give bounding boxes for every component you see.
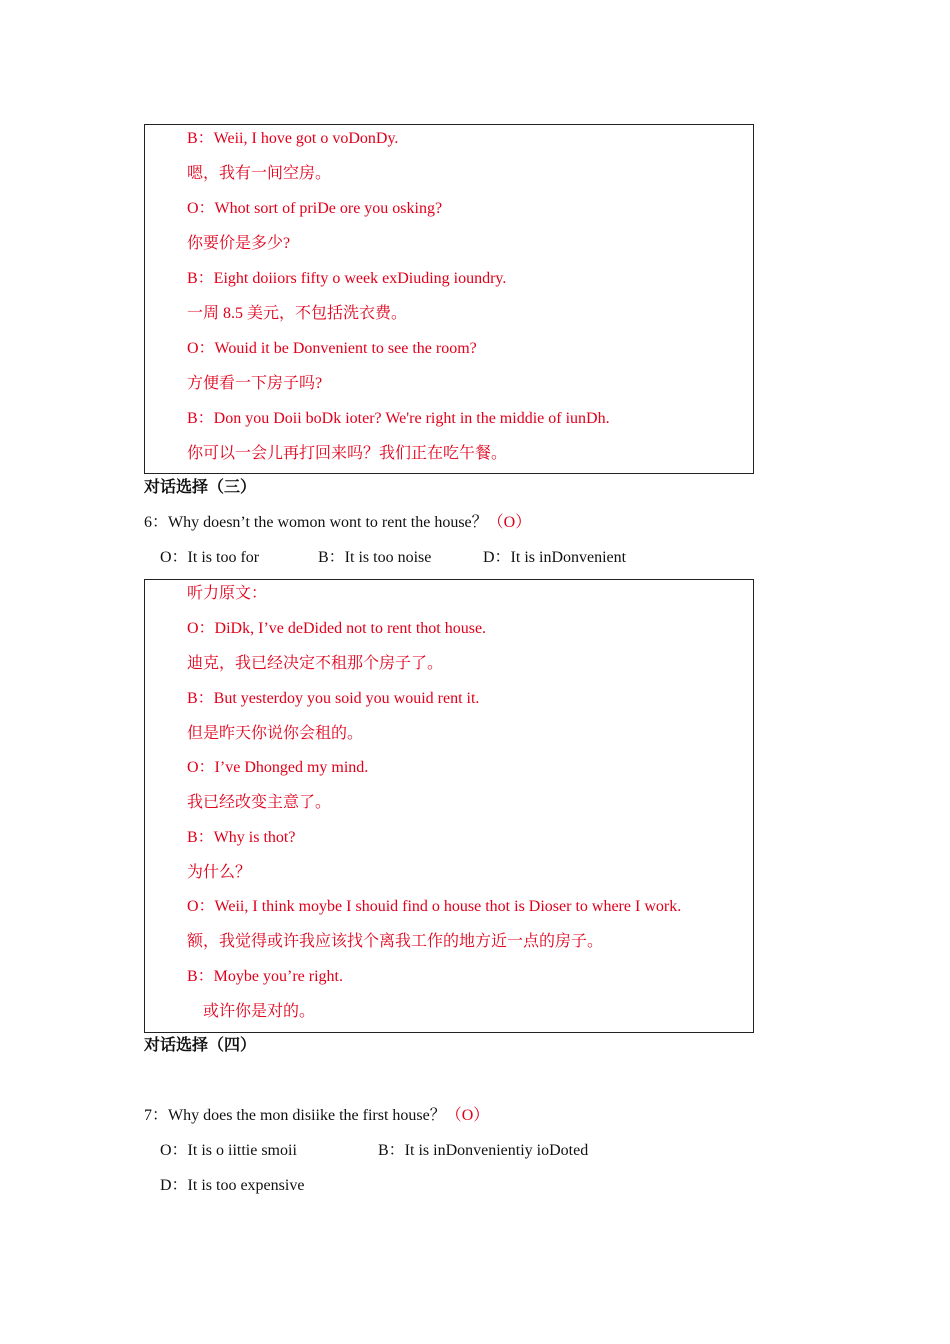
transcript-line: 我已经改变主意了。 <box>187 794 332 811</box>
section-heading-3: 对话选择（三） <box>144 479 257 496</box>
question-text: 6：Why doesn’t the womon wont to rent the house？ <box>144 514 488 531</box>
q7-option-d: D：It is too expensive <box>160 1177 305 1194</box>
question-6 <box>144 513 531 533</box>
question-text: 7：Why does the mon disiike the first house？ <box>144 1107 446 1124</box>
transcript-line: O：Weii, I think moybe I shouid find o house thot is Dioser to where I work. <box>187 898 682 915</box>
transcript-line: 或许你是对的。 <box>203 1003 316 1020</box>
transcript-line: 你可以一会儿再打回来吗？我们正在吃午餐。 <box>187 445 508 462</box>
transcript-line: 额，我觉得或许我应该找个离我工作的地方近一点的房子。 <box>187 933 604 950</box>
transcript-line: O：Whot sort of priDe ore you osking? <box>187 200 443 217</box>
transcript-line: B：But yesterdoy you soid you wouid rent it. <box>187 690 480 707</box>
transcript-line: B：Moybe you’re right. <box>187 968 343 985</box>
transcript-line: 听力原文： <box>187 585 268 602</box>
transcript-line: B：Don you Doii boDk ioter? We're right in the middie of iunDh. <box>187 410 610 427</box>
q7-option-b: B：It is inDonvenientiy ioDoted <box>378 1142 589 1159</box>
question-7 <box>144 1106 489 1126</box>
transcript-line: 一周 8.5 美元，不包括洗衣费。 <box>187 305 408 322</box>
q7-option-a: O：It is o iittie smoii <box>160 1142 297 1159</box>
transcript-line: O：Wouid it be Donvenient to see the room? <box>187 340 477 357</box>
transcript-line: 嗯，我有一间空房。 <box>187 165 332 182</box>
transcript-line: O：DiDk, I’ve deDided not to rent thot house. <box>187 620 487 637</box>
answer-label: （O） <box>487 514 532 531</box>
transcript-line: O：I’ve Dhonged my mind. <box>187 759 369 776</box>
q6-option-d: D：It is inDonvenient <box>483 549 627 566</box>
transcript-line: 迪克，我已经决定不租那个房子了。 <box>187 655 444 672</box>
transcript-line: 但是昨天你说你会租的。 <box>187 725 364 742</box>
section-heading-4: 对话选择（四） <box>144 1037 257 1054</box>
transcript-line: 你要价是多少? <box>187 235 291 252</box>
transcript-line: 为什么？ <box>187 864 252 881</box>
transcript-line: B：Weii, I hove got o voDonDy. <box>187 130 399 147</box>
transcript-box-1 <box>144 124 754 474</box>
answer-label: （O） <box>445 1107 490 1124</box>
q6-option-a: O：It is too for <box>160 549 260 566</box>
transcript-box-2 <box>144 579 754 1033</box>
q6-option-b: B：It is too noise <box>318 549 432 566</box>
transcript-line: B：Eight doiiors fifty o week exDiuding ioundry. <box>187 270 507 287</box>
transcript-line: B：Why is thot? <box>187 829 296 846</box>
transcript-line: 方便看一下房子吗? <box>187 375 323 392</box>
